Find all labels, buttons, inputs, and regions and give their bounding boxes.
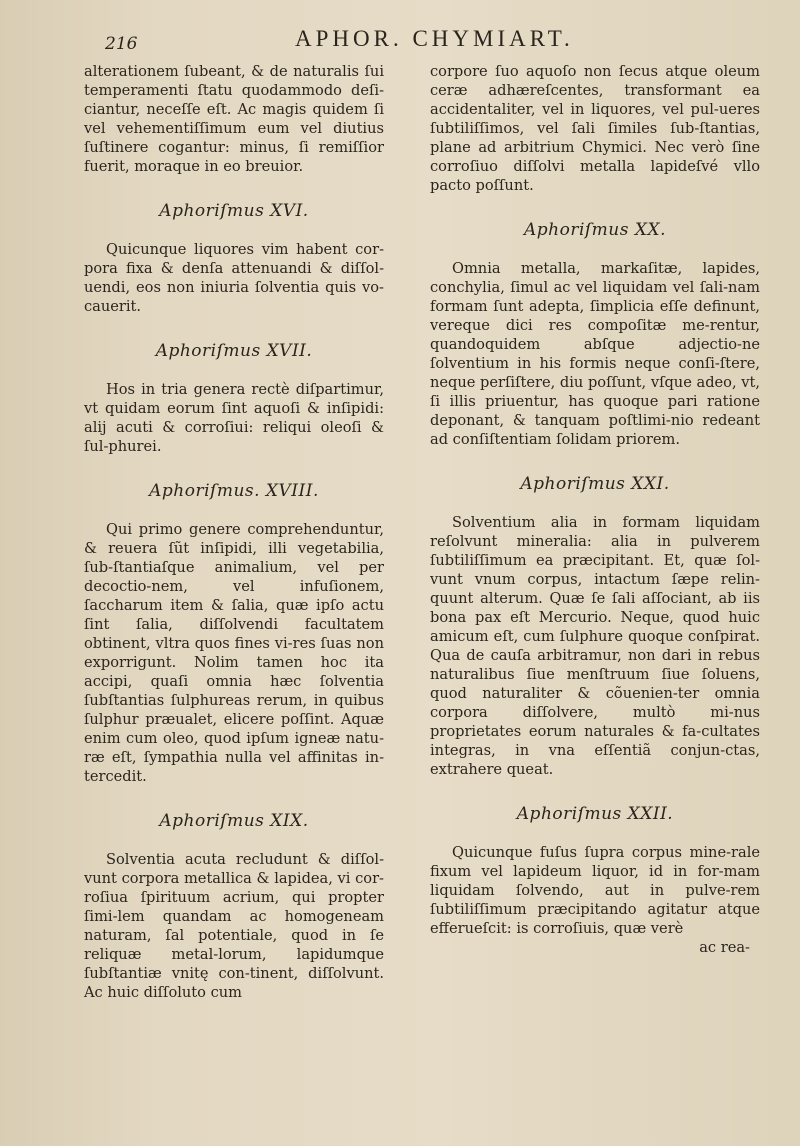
heading-aphorism-21: Aphoriſmus XXI. xyxy=(520,474,670,494)
right-intro-paragraph: corpore ſuo aquoſo non ſecus atque oleum ceræ adhæreſcentes, transformant ea accidentaliter, vel in liquores, vel pul-ueres ſubtiliſſimos, vel ſali ſimiles ſub-ſtantias, plane ad arbitrium Chymici. Nec verò ſine corroſiuo diſſolvi metalla lapideſvé vllo pacto poſſunt. xyxy=(430,63,760,194)
right-column xyxy=(430,62,760,957)
left-intro-paragraph: alterationem ſubeant, & de naturalis ſui temperamenti ſtatu quodammodo deſi-ciantur, neceſſe eſt. Ac magis quidem ſi vel vehementiſſimum eum vel diutius ſuſtinere cogantur: minus, ſi remiſſior fuerit, moraque in eo breuior. xyxy=(84,63,384,175)
catchword: ac rea- xyxy=(699,939,750,956)
heading-aphorism-22: Aphoriſmus XXII. xyxy=(516,804,674,824)
heading-aphorism-18: Aphoriſmus. XVIII. xyxy=(149,481,319,501)
page-header xyxy=(105,16,665,56)
paragraph-aphorism-21: Solventium alia in formam liquidam reſolvunt mineralia: alia in pulverem ſubtiliſſimum ea præcipitant. Et, quæ ſol-vunt vnum corpus, intactum ſæpe relin-quunt alterum. Quæ ſe ſali aſſociant, ab iis bona pax eſt Mercurio. Neque, quod huic amicum eſt, cum ſulphure quoque conſpirat. Qua de cauſa arbitramur, non dari in rebus naturalibus ſiue menſtruum ſiue ſoluens, quod naturaliter & cõuenien-ter omnia corpora diſſolvere, multò mi-nus proprietates eorum naturales & fa-cultates integras, in vna eſſentiã conjun-ctas, extrahere queat. xyxy=(430,514,760,778)
paragraph-aphorism-16: Quicunque liquores vim habent cor-pora fixa & denſa attenuandi & diſſol-uendi, eos non iniuria ſolventia quis vo-cauerit. xyxy=(84,241,384,315)
heading-aphorism-20: Aphoriſmus XX. xyxy=(523,220,666,240)
left-column xyxy=(84,62,384,1002)
running-head: APHOR. CHYMIART. xyxy=(295,26,574,51)
heading-aphorism-17: Aphoriſmus XVII. xyxy=(155,341,313,361)
heading-aphorism-19: Aphoriſmus XIX. xyxy=(159,811,309,831)
heading-aphorism-16: Aphoriſmus XVI. xyxy=(159,201,309,221)
page-number: 216 xyxy=(105,34,138,54)
paragraph-aphorism-22: Quicunque fuſus ſupra corpus mine-rale fixum vel lapideum liquor, id in for-mam liquidam ſolvendo, aut in pulve-rem ſubtiliſſimum præcipitando agitatur atque efferueſcit: is corroſiuis, quæ verè xyxy=(430,844,760,937)
paragraph-aphorism-18: Qui primo genere comprehenduntur, & reuera ſũt inſipidi, illi vegetabilia, ſub-ſtantiaſque animalium, vel per decoctio-nem, vel infuſionem, ſaccharum item & ſalia, quæ ipſo actu ſint ſalia, diſſolvendi facultatem obtinent, vltra quos fines vi-res ſuas non exporrigunt. Nolim tamen hoc ita accipi, quaſi omnia hæc ſolventia ſubſtantias ſulphureas rerum, in quibus ſulphur præualet, elicere poſſint. Aquæ enim cum oleo, quod ipſum igneæ natu-ræ eſt, ſympathia nulla vel affinitas in-tercedit. xyxy=(84,521,384,785)
paragraph-aphorism-17: Hos in tria genera rectè diſpartimur, vt quidam eorum ſint aquoſi & inſipidi: alij acuti & corroſiui: reliqui oleoſi & ſul-phurei. xyxy=(84,381,384,455)
paragraph-aphorism-20: Omnia metalla, markaſitæ, lapides, conchylia, ſimul ac vel liquidam vel ſali-nam formam ſunt adepta, ſimplicia eſſe definunt, vereque dici res compoſitæ me-rentur, quandoquidem abſque adjectio-ne ſolventium in his formis neque conſi-ſtere, neque perſiſtere, diu poſſunt, vſque adeo, vt, ſi illis priuentur, has quoque pari ratione deponant, & tanquam poſtlimi-nio redeant ad conſiſtentiam ſolidam priorem. xyxy=(430,260,760,448)
paragraph-aphorism-19: Solventia acuta recludunt & diſſol-vunt corpora metallica & lapidea, vi cor-roſiua ſpirituum acrium, qui propter ſimi-lem quandam ac homogeneam naturam, ſal potentiale, quod in ſe reliquæ metal-lorum, lapidumque ſubſtantiæ vnitę con-tinent, diſſolvunt. Ac huic diſſoluto cum xyxy=(84,851,384,1001)
